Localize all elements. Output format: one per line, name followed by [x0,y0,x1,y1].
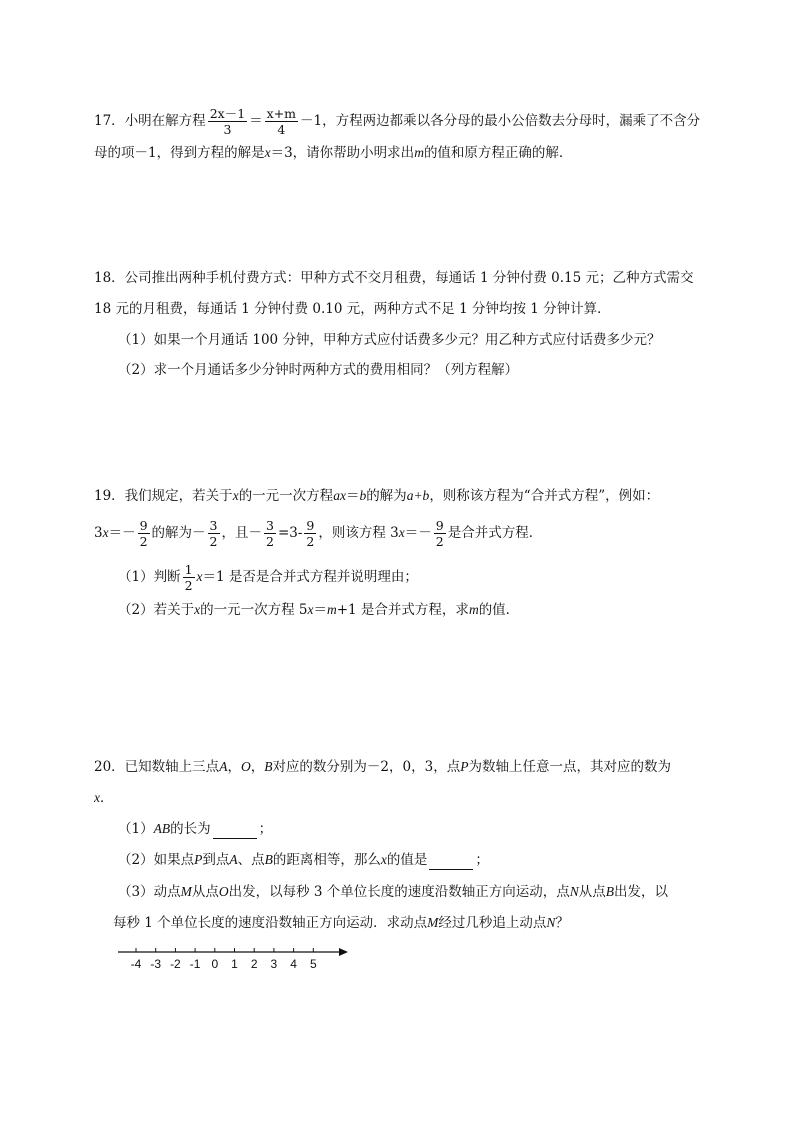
q19-line2: 3x＝－ $\frac{9}{2}$ 的解为－ $\frac{3}{2}$ ，且－ $\frac{3}{2}$ =3- $\frac{9}{2}$ ，则该方程 3x＝－ $\frac{9}{2}$ 是合并式方程． [94,518,543,549]
number-line-tick-label: 1 [231,957,238,971]
q18-line2: 18 元的月租费，每通话 1 分钟付费 0.10 元，两种方式不足 1 分钟均按 1 分钟计算． [94,301,611,317]
number-line-tick-label: 5 [309,957,317,971]
fraction: $\frac{3}{2}$ [209,518,218,549]
number-line-arrow-icon [339,948,348,956]
q20-sub1: （1）AB的长为 ； [118,821,273,837]
answer-blank[interactable] [213,824,257,839]
q18-line1: 18．公司推出两种手机付费方式：甲种方式不交月租费，每通话 1 分钟付费 0.15 元；乙种方式需交 [94,270,694,286]
answer-blank[interactable] [429,855,473,870]
fraction: $\frac{1}{2}$ [184,562,193,593]
q20-line1: 20．已知数轴上三点A，O，B对应的数分别为－2，0，3，点P为数轴上任意一点，其对应的数为 [94,759,671,775]
q20-sub3: （3）动点M从点O出发，以每秒 3 个单位长度的速度沿数轴正方向运动，点N从点B出发，以 [118,884,669,900]
number-line [110,940,360,976]
q19-sub2: （2）若关于x的一元一次方程 5x＝m+1 是合并式方程，求m的值． [118,602,520,618]
q17-line2: 母的项－1，得到方程的解是x＝3，请你帮助小明求出m的值和原方程正确的解． [94,145,573,161]
q20-sub2: （2）如果点P到点A、点B的距离相等，那么x的值是 ； [118,852,489,868]
number-line-tick-label: 4 [290,957,297,971]
q19-sub1: （1）判断 $\frac{1}{2}$ x＝1 是否是合并式方程并说明理由； [118,562,418,593]
fraction: $\frac{3}{2}$ [266,518,274,549]
number-line-tick-label: -4 [130,957,142,971]
number-line-tick-label: -1 [189,957,201,971]
number-line-tick-label: 0 [211,957,219,971]
number-line-tick-label: 2 [250,957,258,971]
fraction: $\frac{9}{2}$ [139,518,148,549]
fraction: $\frac{9}{2}$ [306,518,315,549]
q18-sub1: （1）如果一个月通话 100 分钟，甲种方式应付话费多少元？用乙种方式应付话费多少元？ [118,332,661,348]
q18-sub2: （2）求一个月通话多少分钟时两种方式的费用相同？（列方程解） [118,362,519,378]
number-line-tick-label: 3 [270,957,278,971]
q20-line4: 每秒 1 个单位长度的速度沿数轴正方向运动．求动点M经过几秒追上动点N？ [113,915,569,931]
q20-line2: x． [94,790,114,806]
number-line-tick-label: -3 [150,957,162,971]
number-line-tick-label: -2 [170,957,181,971]
fraction: $\frac{2x-1}{3}$ [209,106,246,137]
fraction: $\frac{x+m}{4}$ [266,106,297,137]
q19-line1: 19．我们规定，若关于x的一元一次方程ax＝b的解为a+b，则称该方程为“合并式方程”，例如： [94,488,660,504]
fraction: $\frac{9}{2}$ [435,518,444,549]
q17-line1: 17．小明在解方程 $\frac{2x-1}{3}$ ＝ $\frac{x+m}{4}$ －1，方程两边都乘以各分母的最小公倍数去分母时，漏乘了不含分 [94,106,701,137]
